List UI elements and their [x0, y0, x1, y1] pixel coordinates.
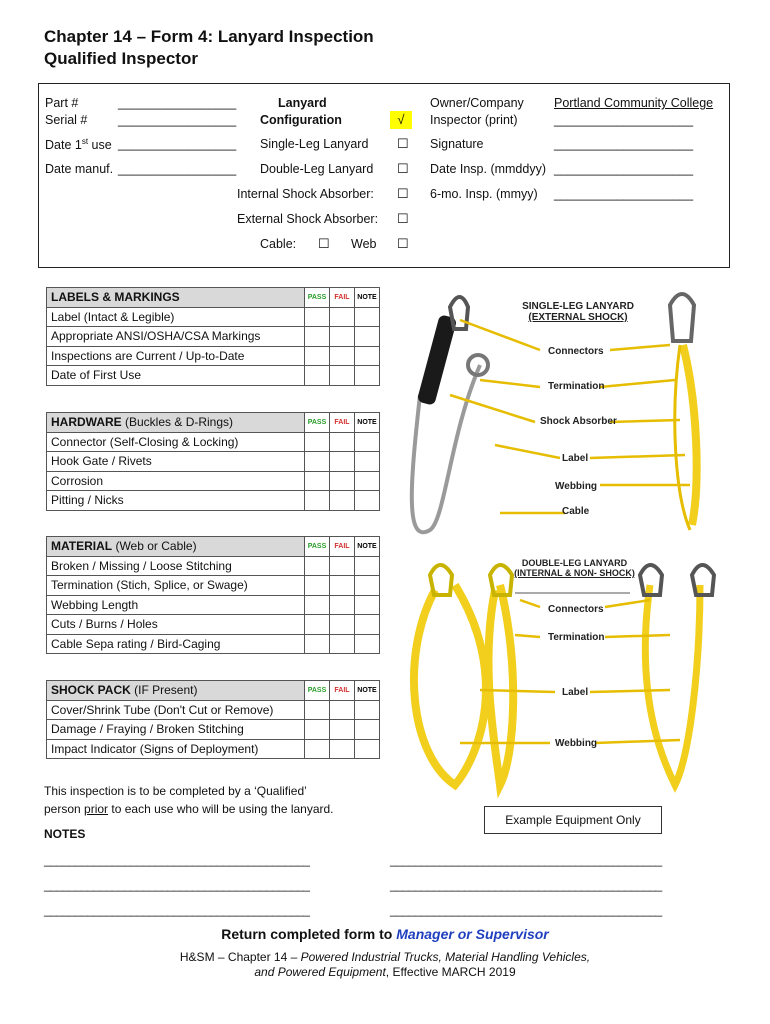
pass-cell[interactable]	[305, 307, 330, 327]
shock-pack-table	[46, 680, 380, 759]
note-cell[interactable]	[355, 595, 380, 615]
table-row: Cuts / Burns / Holes	[47, 615, 380, 635]
owner-label: Owner/Company	[430, 96, 524, 110]
date-first-use-label: Date 1st use	[45, 137, 112, 153]
date-insp-label: Date Insp. (mmddyy)	[430, 162, 547, 176]
table-row: Cable Sepa rating / Bird-Caging	[47, 634, 380, 654]
pass-cell[interactable]	[305, 634, 330, 654]
pass-cell[interactable]	[305, 432, 330, 452]
pass-cell[interactable]	[305, 366, 330, 386]
note-cell[interactable]	[355, 452, 380, 472]
table-row: Date of First Use	[47, 366, 380, 386]
pass-cell[interactable]	[305, 452, 330, 472]
table-row: Termination (Stich, Splice, or Swage)	[47, 576, 380, 596]
web-label: Web	[351, 237, 377, 251]
note-cell[interactable]	[355, 307, 380, 327]
six-mo-insp-label: 6-mo. Insp. (mmyy)	[430, 187, 538, 201]
note-cell[interactable]	[355, 720, 380, 740]
notes-label: NOTES	[44, 827, 86, 841]
six-mo-insp-field[interactable]: ____________________	[554, 187, 694, 201]
example-equipment-note: Example Equipment Only	[484, 806, 662, 834]
note-cell[interactable]	[355, 576, 380, 596]
note-header: NOTE	[355, 288, 380, 308]
snap-hook-icon	[450, 297, 468, 329]
lanyard-example-figure	[400, 285, 730, 805]
fail-cell[interactable]	[330, 634, 355, 654]
table-row: Inspections are Current / Up-to-Date	[47, 346, 380, 366]
fail-cell[interactable]	[330, 452, 355, 472]
note-cell[interactable]	[355, 471, 380, 491]
pass-cell[interactable]	[305, 615, 330, 635]
double-leg-checkbox[interactable]: ☐	[397, 161, 409, 176]
fail-cell[interactable]	[330, 346, 355, 366]
title-line-1: Chapter 14 – Form 4: Lanyard Inspection	[44, 27, 374, 46]
single-leg-label: Single-Leg Lanyard	[260, 137, 369, 151]
pass-cell[interactable]	[305, 346, 330, 366]
page-title	[44, 26, 374, 70]
part-field[interactable]: _________________	[118, 96, 237, 110]
fail-header: FAIL	[330, 413, 355, 433]
fail-cell[interactable]	[330, 700, 355, 720]
hardware-table	[46, 412, 380, 511]
rebar-hook-icon	[430, 565, 452, 595]
pass-cell[interactable]	[305, 491, 330, 511]
pass-header: PASS	[305, 537, 330, 557]
fail-cell[interactable]	[330, 432, 355, 452]
footer-line-2: and Powered Equipment, Effective MARCH 2019	[254, 965, 516, 979]
shock-absorber-pack	[417, 314, 458, 406]
note-header: NOTE	[355, 537, 380, 557]
double-leg-webbing-2	[489, 585, 514, 785]
double-leg-webbing-3	[645, 585, 700, 785]
rebar-hook-icon	[670, 294, 694, 341]
table-row: Hook Gate / Rivets	[47, 452, 380, 472]
footer-line-1: H&SM – Chapter 14 – Powered Industrial Trucks, Material Handling Vehicles,	[179, 950, 591, 964]
pass-cell[interactable]	[305, 700, 330, 720]
inspector-print-field[interactable]: ____________________	[554, 113, 694, 127]
note-cell[interactable]	[355, 739, 380, 759]
table-row: Pitting / Nicks	[47, 491, 380, 511]
label-webbing: Webbing	[555, 481, 598, 492]
double-leg-title: DOUBLE-LEG LANYARD (INTERNAL & NON- SHOCK)	[514, 558, 635, 578]
fail-header: FAIL	[330, 288, 355, 308]
label-termination: Termination	[548, 381, 605, 392]
fail-cell[interactable]	[330, 307, 355, 327]
notes-line[interactable]: ____________________________________________	[390, 853, 662, 867]
part-label: Part #	[45, 96, 79, 110]
cable-checkbox[interactable]: ☐	[318, 236, 330, 251]
signature-label: Signature	[430, 137, 484, 151]
fail-header: FAIL	[330, 537, 355, 557]
table-row: Broken / Missing / Loose Stitching	[47, 556, 380, 576]
label-label-2: Label	[562, 687, 589, 698]
label-cable: Cable	[562, 506, 590, 517]
notes-line[interactable]: ___________________________________________	[44, 853, 310, 867]
external-shock-checkbox[interactable]: ☐	[397, 211, 409, 226]
pass-cell[interactable]	[305, 556, 330, 576]
label-shock-absorber: Shock Absorber	[540, 416, 617, 427]
pass-header: PASS	[305, 413, 330, 433]
note-cell[interactable]	[355, 327, 380, 347]
label-connectors-2: Connectors	[548, 604, 604, 615]
note-cell[interactable]	[355, 346, 380, 366]
pass-header: PASS	[305, 681, 330, 701]
date-first-use-field[interactable]: _________________	[118, 137, 237, 151]
notes-line[interactable]: ____________________________________________	[390, 903, 662, 917]
pass-cell[interactable]	[305, 471, 330, 491]
fail-cell[interactable]	[330, 471, 355, 491]
web-checkbox[interactable]: ☐	[397, 236, 409, 251]
serial-field[interactable]: _________________	[118, 113, 237, 127]
lanyard-config-heading-2: Configuration	[260, 113, 342, 127]
table-row: Appropriate ANSI/OSHA/CSA Markings	[47, 327, 380, 347]
internal-shock-checkbox[interactable]: ☐	[397, 186, 409, 201]
fail-cell[interactable]	[330, 615, 355, 635]
table-row: Cover/Shrink Tube (Don't Cut or Remove)	[47, 700, 380, 720]
table-row: Damage / Fraying / Broken Stitching	[47, 720, 380, 740]
webbing-leg	[683, 345, 697, 525]
note-cell[interactable]	[355, 634, 380, 654]
fail-cell[interactable]	[330, 595, 355, 615]
pass-cell[interactable]	[305, 720, 330, 740]
date-manuf-label: Date manuf.	[45, 162, 114, 176]
note-header: NOTE	[355, 413, 380, 433]
table-row: Corrosion	[47, 471, 380, 491]
note-cell[interactable]	[355, 432, 380, 452]
note-cell[interactable]	[355, 615, 380, 635]
pass-cell[interactable]	[305, 327, 330, 347]
external-shock-label: External Shock Absorber:	[237, 212, 379, 226]
label-termination-2: Termination	[548, 632, 605, 643]
fail-cell[interactable]	[330, 576, 355, 596]
note-header: NOTE	[355, 681, 380, 701]
pass-header: PASS	[305, 288, 330, 308]
fail-header: FAIL	[330, 681, 355, 701]
single-leg-title: SINGLE-LEG LANYARD (EXTERNAL SHOCK)	[522, 301, 634, 323]
material-table	[46, 536, 380, 654]
note-cell[interactable]	[355, 556, 380, 576]
notes-line[interactable]: ____________________________________________	[390, 878, 662, 892]
notes-line[interactable]: ___________________________________________	[44, 878, 310, 892]
fail-cell[interactable]	[330, 327, 355, 347]
lanyard-config-heading-1: Lanyard	[278, 96, 327, 110]
date-insp-field[interactable]: ____________________	[554, 162, 694, 176]
label-webbing-2: Webbing	[555, 738, 598, 749]
fail-cell[interactable]	[330, 739, 355, 759]
table-row: Webbing Length	[47, 595, 380, 615]
section-title: SHOCK PACK (IF Present)	[47, 681, 305, 701]
notes-line[interactable]: ___________________________________________	[44, 903, 310, 917]
fail-cell[interactable]	[330, 556, 355, 576]
owner-value[interactable]: Portland Community College	[554, 96, 714, 110]
serial-label: Serial #	[45, 113, 88, 127]
section-title: HARDWARE (Buckles & D-Rings)	[47, 413, 305, 433]
label-connectors: Connectors	[548, 346, 604, 357]
table-row: Connector (Self-Closing & Locking)	[47, 432, 380, 452]
fail-cell[interactable]	[330, 491, 355, 511]
instruction-line-2: person prior to each use who will be using the lanyard.	[44, 802, 334, 816]
pass-cell[interactable]	[305, 576, 330, 596]
table-row: Impact Indicator (Signs of Deployment)	[47, 739, 380, 759]
fail-cell[interactable]	[330, 366, 355, 386]
double-leg-webbing-1	[414, 585, 486, 785]
internal-shock-label: Internal Shock Absorber:	[237, 187, 374, 201]
pass-cell[interactable]	[305, 739, 330, 759]
double-leg-label: Double-Leg Lanyard	[260, 162, 374, 176]
note-cell[interactable]	[355, 491, 380, 511]
config-checkmark[interactable]: √	[390, 111, 412, 129]
note-cell[interactable]	[355, 700, 380, 720]
inspector-print-label: Inspector (print)	[430, 113, 518, 127]
note-cell[interactable]	[355, 366, 380, 386]
single-leg-checkbox[interactable]: ☐	[397, 136, 409, 151]
signature-field[interactable]: ____________________	[554, 137, 694, 151]
instruction-line-1: This inspection is to be completed by a ‘Qualified’	[44, 784, 307, 798]
fail-cell[interactable]	[330, 720, 355, 740]
cable-label: Cable:	[260, 237, 297, 251]
title-line-2: Qualified Inspector	[44, 49, 198, 68]
section-title: LABELS & MARKINGS	[47, 288, 305, 308]
label-label: Label	[562, 453, 589, 464]
table-row: Label (Intact & Legible)	[47, 307, 380, 327]
return-instruction: Return completed form to Manager or Supervisor	[221, 926, 549, 942]
pass-cell[interactable]	[305, 595, 330, 615]
date-manuf-field[interactable]: _________________	[118, 162, 237, 176]
labels-markings-table	[46, 287, 380, 386]
section-title: MATERIAL (Web or Cable)	[47, 537, 305, 557]
